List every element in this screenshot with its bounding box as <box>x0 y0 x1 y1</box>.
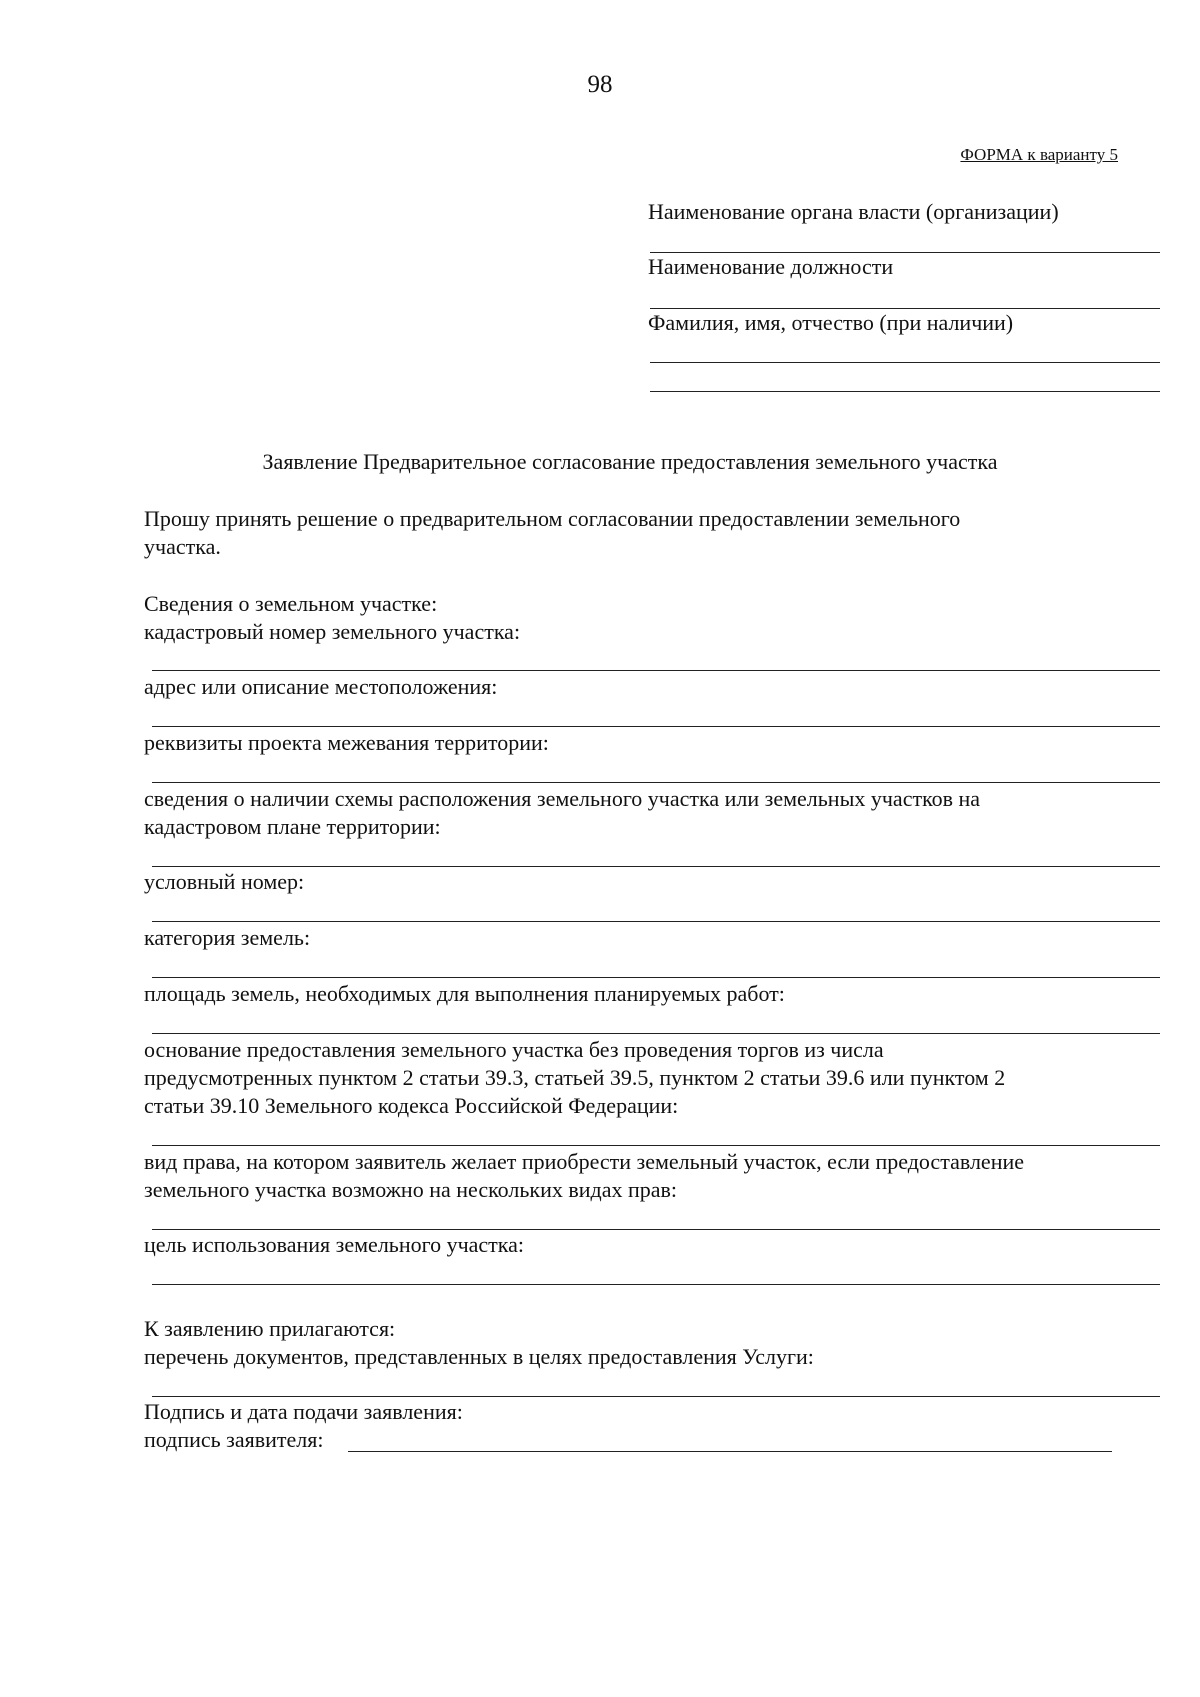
survey-project-input-line[interactable] <box>152 782 1160 783</box>
conditional-number-input-line[interactable] <box>152 921 1160 922</box>
basis-label-line-2: предусмотренных пунктом 2 статьи 39.3, статьей 39.5, пунктом 2 статьи 39.6 или пунктом 2 <box>144 1065 1006 1090</box>
basis-input-line[interactable] <box>152 1145 1160 1146</box>
survey-project-label: реквизиты проекта межевания территории: <box>144 730 549 755</box>
address-label: адрес или описание местоположения: <box>144 674 498 699</box>
applicant-signature-input-line[interactable] <box>348 1451 1112 1452</box>
fio-input-line-2[interactable] <box>650 391 1160 392</box>
fio-label: Фамилия, имя, отчество (при наличии) <box>648 310 1014 335</box>
signature-heading: Подпись и дата подачи заявления: <box>144 1399 463 1424</box>
land-info-heading: Сведения о земельном участке: <box>144 591 438 616</box>
documents-list-label: перечень документов, представленных в целях предоставления Услуги: <box>144 1344 814 1369</box>
request-text-line-2: участка. <box>144 534 221 559</box>
right-type-input-line[interactable] <box>152 1229 1160 1230</box>
cadastral-number-label: кадастровый номер земельного участка: <box>144 619 521 644</box>
purpose-label: цель использования земельного участка: <box>144 1232 525 1257</box>
conditional-number-label: условный номер: <box>144 869 305 894</box>
authority-label: Наименование органа власти (организации) <box>648 199 1059 224</box>
address-input-line[interactable] <box>152 726 1160 727</box>
land-category-label: категория земель: <box>144 925 311 950</box>
form-reference: ФОРМА к варианту 5 <box>960 145 1118 164</box>
request-text-line-1: Прошу принять решение о предварительном согласовании предоставлении земельного <box>144 506 961 531</box>
scheme-label-line-2: кадастровом плане территории: <box>144 814 441 839</box>
scheme-label-line-1: сведения о наличии схемы расположения земельного участка или земельных участков на <box>144 786 981 811</box>
land-category-input-line[interactable] <box>152 977 1160 978</box>
scheme-input-line[interactable] <box>152 866 1160 867</box>
basis-label-line-1: основание предоставления земельного участка без проведения торгов из числа <box>144 1037 884 1062</box>
area-input-line[interactable] <box>152 1033 1160 1034</box>
purpose-input-line[interactable] <box>152 1284 1160 1285</box>
page-number: 98 <box>587 71 613 98</box>
right-type-label-line-2: земельного участка возможно на нескольких видах прав: <box>144 1177 677 1202</box>
cadastral-number-input-line[interactable] <box>152 670 1160 671</box>
right-type-label-line-1: вид права, на котором заявитель желает приобрести земельный участок, если предоставление <box>144 1149 1024 1174</box>
document-title: Заявление Предварительное согласование предоставления земельного участка <box>262 449 998 474</box>
area-label: площадь земель, необходимых для выполнения планируемых работ: <box>144 981 785 1006</box>
documents-list-input-line[interactable] <box>152 1396 1160 1397</box>
basis-label-line-3: статьи 39.10 Земельного кодекса Российской Федерации: <box>144 1093 679 1118</box>
fio-input-line-1[interactable] <box>650 362 1160 363</box>
attachments-heading: К заявлению прилагаются: <box>144 1316 396 1341</box>
position-label: Наименование должности <box>648 254 894 279</box>
applicant-signature-label: подпись заявителя: <box>144 1427 324 1452</box>
